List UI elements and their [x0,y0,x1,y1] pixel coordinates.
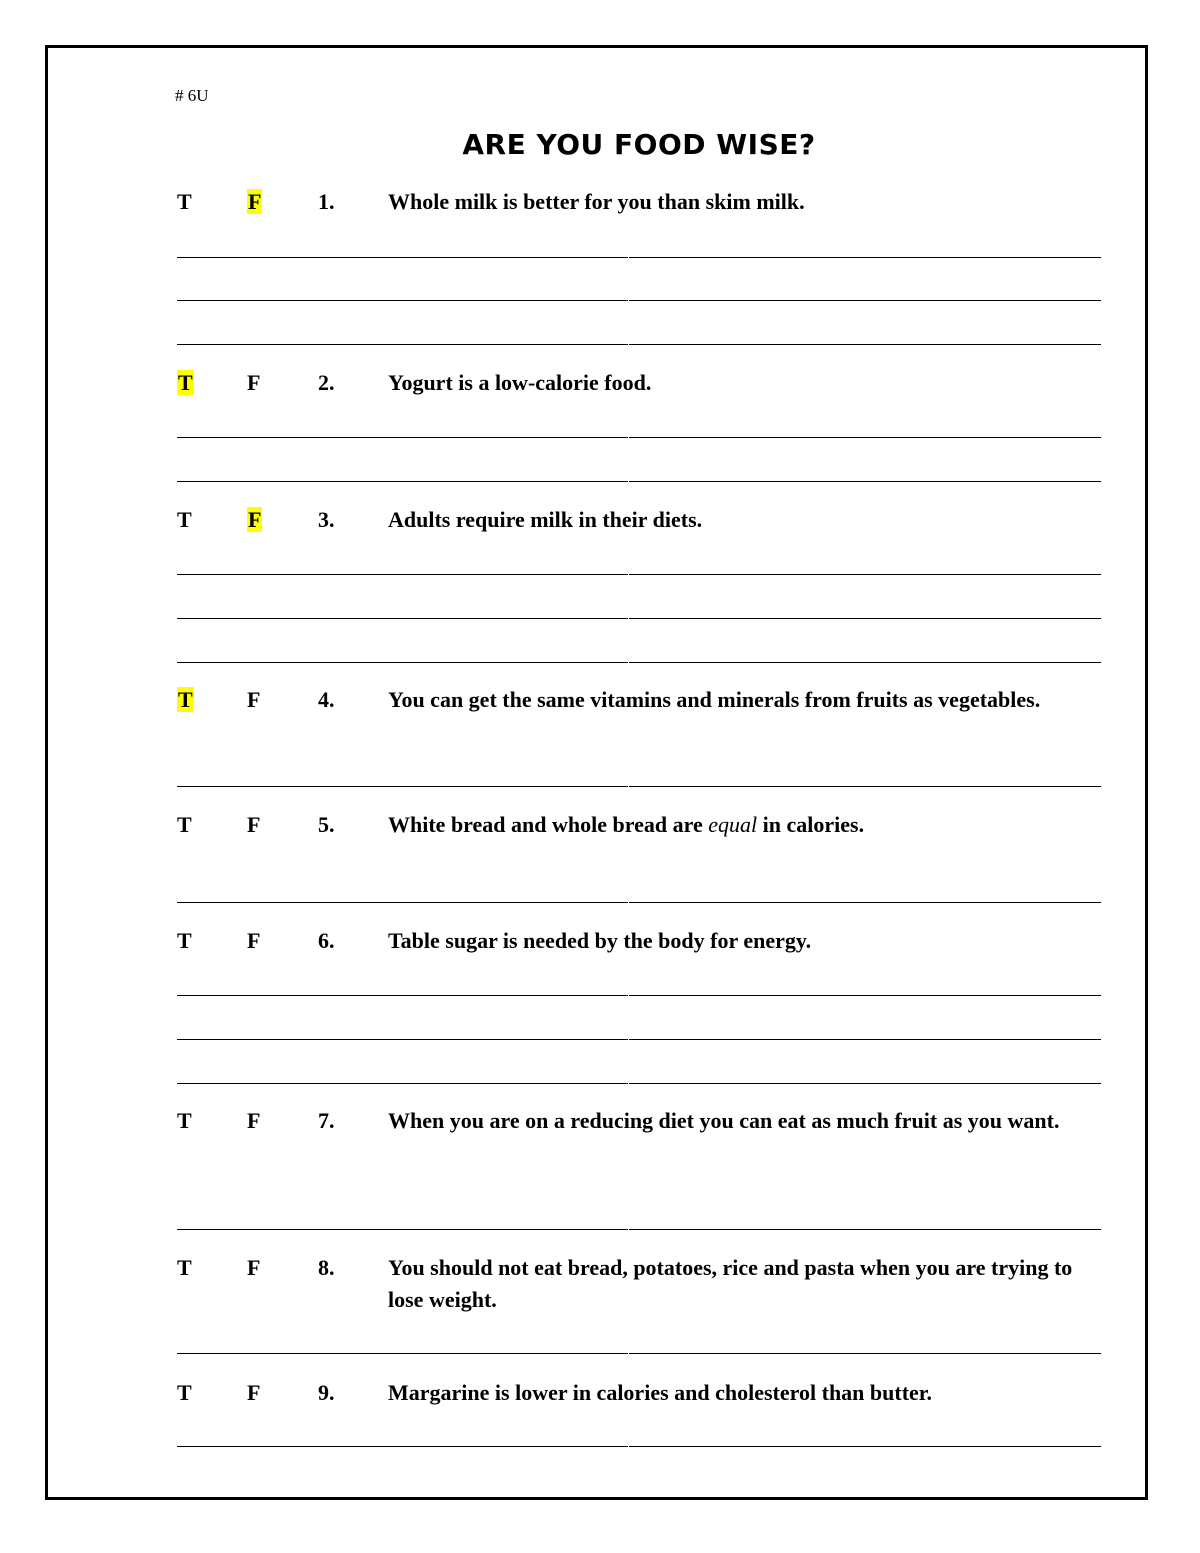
answer-highlight: T [178,370,193,395]
question-text: You can get the same vitamins and minerals from fruits as vegetables. [388,687,1041,712]
question-number: 2. [318,370,335,395]
answer-line[interactable] [177,1083,1101,1084]
question-text: Whole milk is better for you than skim milk. [388,189,805,214]
question-number: 6. [318,928,335,953]
answer-line[interactable] [177,300,1101,301]
answer-highlight: F [248,507,262,532]
question-number: 8. [318,1255,335,1280]
true-option[interactable] [177,684,194,716]
answer-line[interactable] [177,481,1101,482]
false-option[interactable]: F [247,370,261,395]
false-option[interactable]: F [247,812,261,837]
true-option[interactable]: T [177,812,192,837]
true-option[interactable]: T [177,189,192,214]
false-option[interactable] [247,186,262,218]
question-number: 7. [318,1108,335,1133]
answer-line[interactable] [177,574,1101,575]
true-option[interactable] [177,367,194,399]
true-option[interactable]: T [177,1255,192,1280]
question-text: Yogurt is a low-calorie food. [388,370,652,395]
answer-line[interactable] [177,1446,1101,1447]
answer-line[interactable] [177,1353,1101,1354]
question-text: When you are on a reducing diet you can eat as much fruit as you want. [388,1108,1060,1133]
false-option[interactable]: F [247,1108,261,1133]
false-option[interactable] [247,504,262,536]
answer-line[interactable] [177,662,1101,663]
answer-line[interactable] [177,786,1101,787]
emphasis-text: equal [708,812,758,837]
answer-line[interactable] [177,1229,1101,1230]
question-number: 4. [318,687,335,712]
true-option[interactable]: T [177,928,192,953]
worksheet-title: ARE YOU FOOD WISE? [462,128,816,161]
answer-line[interactable] [177,344,1101,345]
question-text: White bread and whole bread are equal in calories. [388,812,865,837]
question-text: Margarine is lower in calories and cholesterol than butter. [388,1380,933,1405]
answer-highlight: F [248,189,262,214]
question-number: 1. [318,189,335,214]
answer-line[interactable] [177,618,1101,619]
true-option[interactable]: T [177,1380,192,1405]
question-text: You should not eat bread, potatoes, rice and pasta when you are trying to lose weight. [388,1255,1073,1312]
question-number: 5. [318,812,335,837]
document-code: # 6U [175,86,209,105]
answer-line[interactable] [177,995,1101,996]
answer-line[interactable] [177,1039,1101,1040]
false-option[interactable]: F [247,928,261,953]
answer-line[interactable] [177,902,1101,903]
false-option[interactable]: F [247,1255,261,1280]
answer-line[interactable] [177,257,1101,258]
false-option[interactable]: F [247,1380,261,1405]
answer-highlight: T [178,687,193,712]
question-number: 3. [318,507,335,532]
false-option[interactable]: F [247,687,261,712]
true-option[interactable]: T [177,1108,192,1133]
question-text: Table sugar is needed by the body for energy. [388,928,812,953]
true-option[interactable]: T [177,507,192,532]
answer-line[interactable] [177,437,1101,438]
question-number: 9. [318,1380,335,1405]
question-text: Adults require milk in their diets. [388,507,703,532]
